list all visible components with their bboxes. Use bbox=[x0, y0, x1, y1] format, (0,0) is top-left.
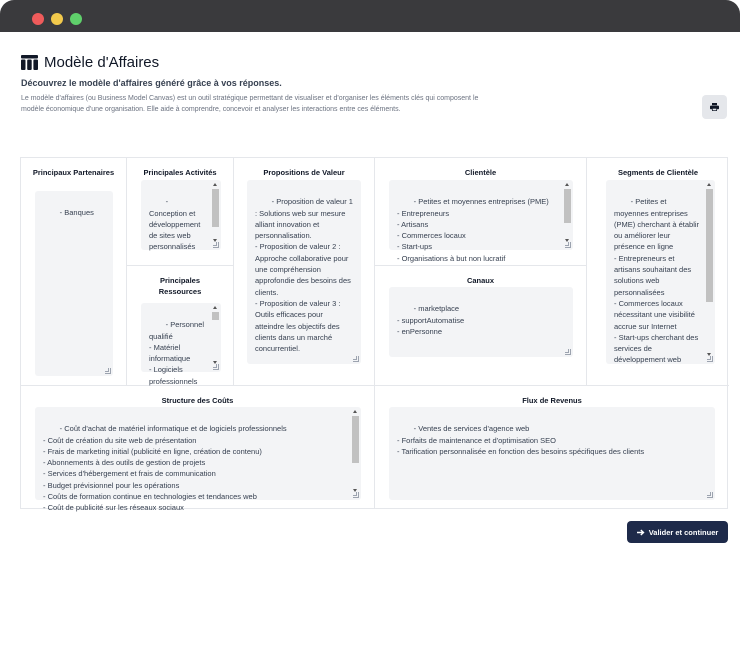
costs-scrollbar[interactable] bbox=[352, 410, 359, 492]
page-subtitle: Découvrez le modèle d'affaires généré grâce à vos réponses. bbox=[21, 78, 282, 88]
page-header bbox=[21, 54, 159, 71]
relations-scrollbar[interactable] bbox=[564, 183, 571, 242]
cell-partners bbox=[21, 158, 127, 386]
revenue-title: Flux de Revenus bbox=[522, 396, 582, 405]
value-textarea[interactable] bbox=[247, 180, 361, 364]
resize-handle[interactable] bbox=[707, 356, 713, 362]
resize-handle[interactable] bbox=[353, 356, 359, 362]
segments-text: - Petites et moyennes entreprises (PME) cherchant à établir ou améliorer leur présence en ligne - Entrepreneurs et artisans souhaitant des solutions web personnalisées - Commerces locaux nécessitant une visibilité accrue sur Internet - Start-ups cherchant des services de développement web bbox=[614, 197, 700, 365]
resize-handle[interactable] bbox=[213, 364, 219, 370]
page-title: Modèle d'Affaires bbox=[44, 54, 160, 71]
value-title: Propositions de Valeur bbox=[263, 168, 345, 177]
resize-handle[interactable] bbox=[565, 349, 571, 355]
minimize-window-button[interactable] bbox=[51, 13, 63, 25]
activities-textarea[interactable] bbox=[141, 180, 221, 250]
channels-title: Canaux bbox=[466, 276, 495, 285]
value-text: - Proposition de valeur 1 : Solutions web sur mesure alliant innovation et personnalisation. - Proposition de valeur 2 : Approche collaborative pour une compréhension approfondie des besoins des clients. - Proposition de valeur 3 : Outils efficaces pour atteindre les objectifs des clients dans un marché concurrentiel. bbox=[255, 197, 353, 354]
cell-resources bbox=[127, 266, 234, 386]
costs-textarea[interactable] bbox=[35, 407, 361, 513]
cell-relations bbox=[375, 158, 587, 266]
resources-text: - Personnel qualifié - Matériel informatique - Logiciels professionnels bbox=[149, 320, 205, 386]
close-window-button[interactable] bbox=[32, 13, 44, 25]
relations-textarea[interactable] bbox=[389, 180, 573, 263]
resize-handle[interactable] bbox=[353, 492, 359, 498]
printer-icon bbox=[710, 103, 719, 111]
arrow-right-icon bbox=[637, 529, 645, 536]
activities-title: Principales Activités bbox=[143, 168, 217, 177]
segments-textarea[interactable] bbox=[606, 180, 715, 364]
revenue-textarea[interactable] bbox=[389, 407, 715, 500]
business-model-canvas bbox=[20, 157, 728, 513]
page-description: Le modèle d'affaires (ou Business Model Canvas) est un outil stratégique permettant de visualiser et d'organiser les éléments clés qui composent le modèle économique d'une organisation. Elle aide à comprendre, concevoir et analyser les interactions entre ces éléments. bbox=[21, 95, 479, 113]
resources-scrollbar[interactable] bbox=[212, 306, 219, 364]
cell-costs bbox=[21, 386, 375, 513]
print-button[interactable] bbox=[702, 95, 727, 119]
channels-textarea[interactable] bbox=[389, 287, 573, 357]
resize-handle[interactable] bbox=[565, 242, 571, 248]
cell-segments bbox=[587, 158, 729, 386]
resize-handle[interactable] bbox=[105, 368, 111, 374]
costs-title: Structure des Coûts bbox=[161, 396, 234, 405]
resize-handle[interactable] bbox=[707, 492, 713, 498]
relations-title: Clientèle bbox=[464, 168, 497, 177]
costs-text: - Coût d'achat de matériel informatique et de logiciels professionnels - Coût de création du site web de présentation - Frais de marketing initial (publicité en ligne, création de contenu) - Abonnements à des outils de gestion de projets - Services d'hébergement et frais de communication - Budget prévisionnel pour les opérations - Coûts de formation continue en technologies et tendances web - Coût de publicité sur les réseaux sociaux bbox=[43, 424, 287, 513]
resize-handle[interactable] bbox=[213, 242, 219, 248]
submit-label: Valider et continuer bbox=[648, 527, 719, 537]
cell-channels bbox=[375, 266, 587, 386]
partners-textarea[interactable] bbox=[35, 191, 113, 376]
table-icon bbox=[21, 55, 38, 70]
validate-continue-button[interactable] bbox=[627, 521, 728, 543]
segments-title: Segments de Clientèle bbox=[617, 168, 699, 177]
partners-title: Principaux Partenaires bbox=[32, 168, 115, 177]
channels-text: - marketplace - supportAutomatise - enPersonne bbox=[397, 304, 465, 336]
maximize-window-button[interactable] bbox=[70, 13, 82, 25]
cell-revenue bbox=[375, 386, 729, 509]
window-titlebar bbox=[0, 0, 740, 32]
partners-text: - Banques bbox=[59, 208, 94, 218]
cell-value bbox=[234, 158, 375, 386]
activities-text: - Conception et développement de sites web personnalisés bbox=[149, 197, 203, 252]
resources-textarea[interactable] bbox=[141, 303, 221, 386]
relations-text: - Petites et moyennes entreprises (PME) - Entrepreneurs - Artisans - Commerces locaux - Start-ups - Organisations à but non lucratif bbox=[397, 197, 549, 263]
activities-scrollbar[interactable] bbox=[212, 183, 219, 242]
cell-activities bbox=[127, 158, 234, 266]
revenue-text: - Ventes de services d'agence web - Forfaits de maintenance et d'optimisation SEO - Tarification personnalisée en fonction des besoins spécifiques des clients bbox=[397, 424, 645, 456]
segments-scrollbar[interactable] bbox=[706, 183, 713, 356]
resources-title: Principales Ressources bbox=[158, 276, 202, 296]
